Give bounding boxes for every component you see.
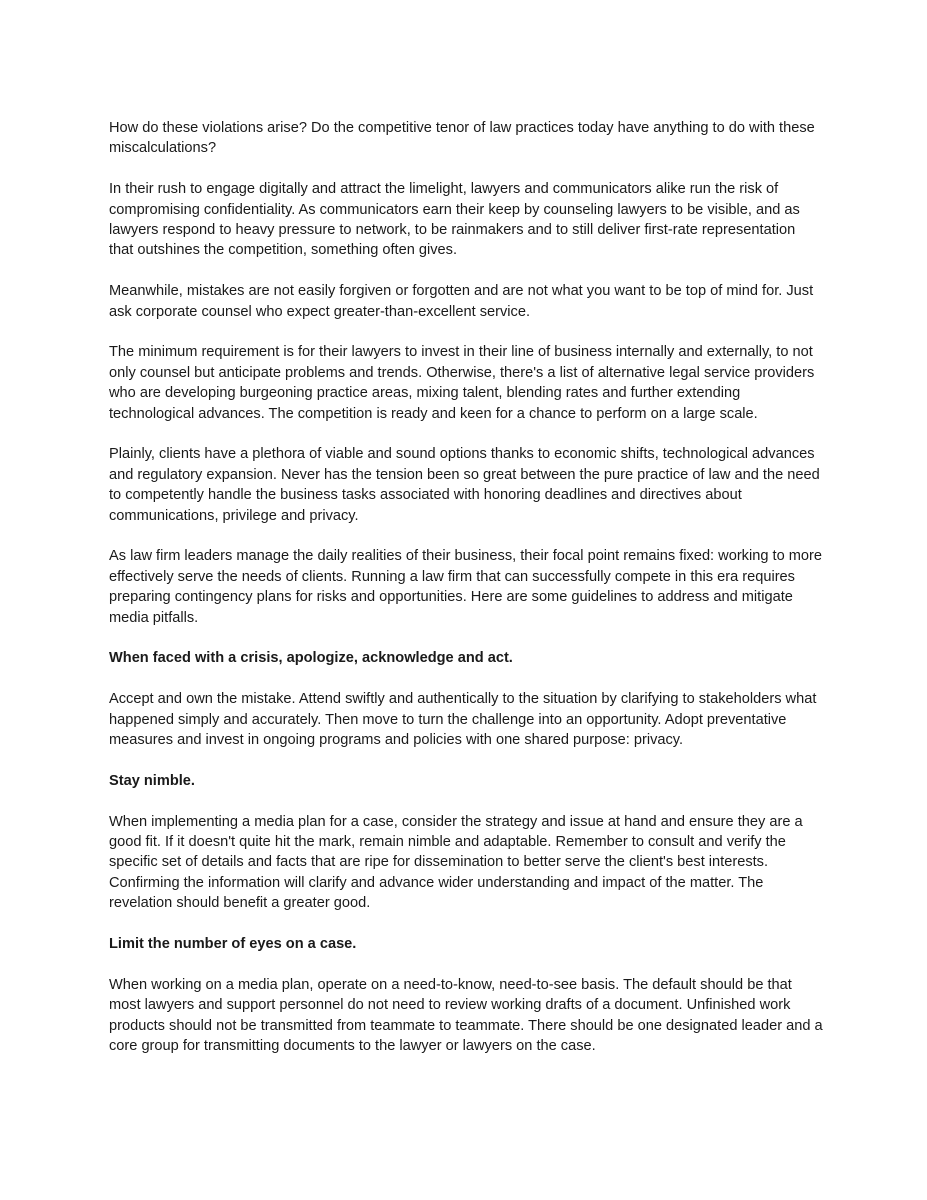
paragraph-mistakes: Meanwhile, mistakes are not easily forgiven or forgotten and are not what you want to be top of mind for. Just ask corporate counsel who expect greater-than-excellent service. [109, 283, 814, 320]
paragraph-minimum-requirement: The minimum requirement is for their lawyers to invest in their line of business internally and externally, to not only counsel but anticipate problems and trends. Otherwise, there's a list of alternative legal service providers who are developing burgeoning practice areas, mixing talent, blending rates and further extending technological advances. The competition is ready and keen for a chance to perform on a large scale. [109, 344, 815, 422]
paragraph-violations-question: How do these violations arise? Do the competitive tenor of law practices today have anything to do with these miscalculations? [109, 120, 815, 157]
paragraph-firm-leaders: As law firm leaders manage the daily realities of their business, their focal point remains fixed: working to more effectively serve the needs of clients. Running a law firm that can successfully compete in this era requires preparing contingency plans for risks and opportunities. Here are some guidelines to address and mitigate media pitfalls. [109, 548, 822, 626]
paragraph-rush-to-engage: In their rush to engage digitally and attract the limelight, lawyers and communicators alike run the risk of compromising confidentiality. As communicators earn their keep by counseling lawyers to be visible, and as lawyers respond to heavy pressure to network, to be rainmakers and to still deliver first-rate representation that outshines the competition, something often gives. [109, 181, 800, 259]
document-body [109, 118, 823, 1057]
heading-stay-nimble: Stay nimble. [109, 772, 195, 789]
paragraph-client-options: Plainly, clients have a plethora of viable and sound options thanks to economic shifts, technological advances and regulatory expansion. Never has the tension been so great between the pure practice of law and the need to competently handle the business tasks associated with honoring deadlines and directives about communications, privilege and privacy. [109, 446, 820, 524]
paragraph-media-plan: When implementing a media plan for a case, consider the strategy and issue at hand and ensure they are a good fit. If it doesn't quite hit the mark, remain nimble and adaptable. Remember to consult and verify the specific set of details and facts that are ripe for dissemination to better serve the client's best interests. Confirming the information will clarify and advance wider understanding and impact of the matter. The revelation should benefit a greater good. [109, 813, 803, 912]
paragraph-own-mistake: Accept and own the mistake. Attend swiftly and authentically to the situation by clarifying to stakeholders what happened simply and accurately. Then move to turn the challenge into an opportunity. Adopt preventative measures and invest in ongoing programs and policies with one shared purpose: privacy. [109, 691, 817, 749]
heading-crisis: When faced with a crisis, apologize, acknowledge and act. [109, 650, 513, 667]
paragraph-need-to-know: When working on a media plan, operate on a need-to-know, need-to-see basis. The default should be that most lawyers and support personnel do not need to review working drafts of a document. Unfinished work products should not be transmitted from teammate to teammate. There should be one designated leader and a core group for transmitting documents to the lawyer or lawyers on the case. [109, 976, 823, 1055]
heading-limit-eyes: Limit the number of eyes on a case. [109, 936, 357, 953]
